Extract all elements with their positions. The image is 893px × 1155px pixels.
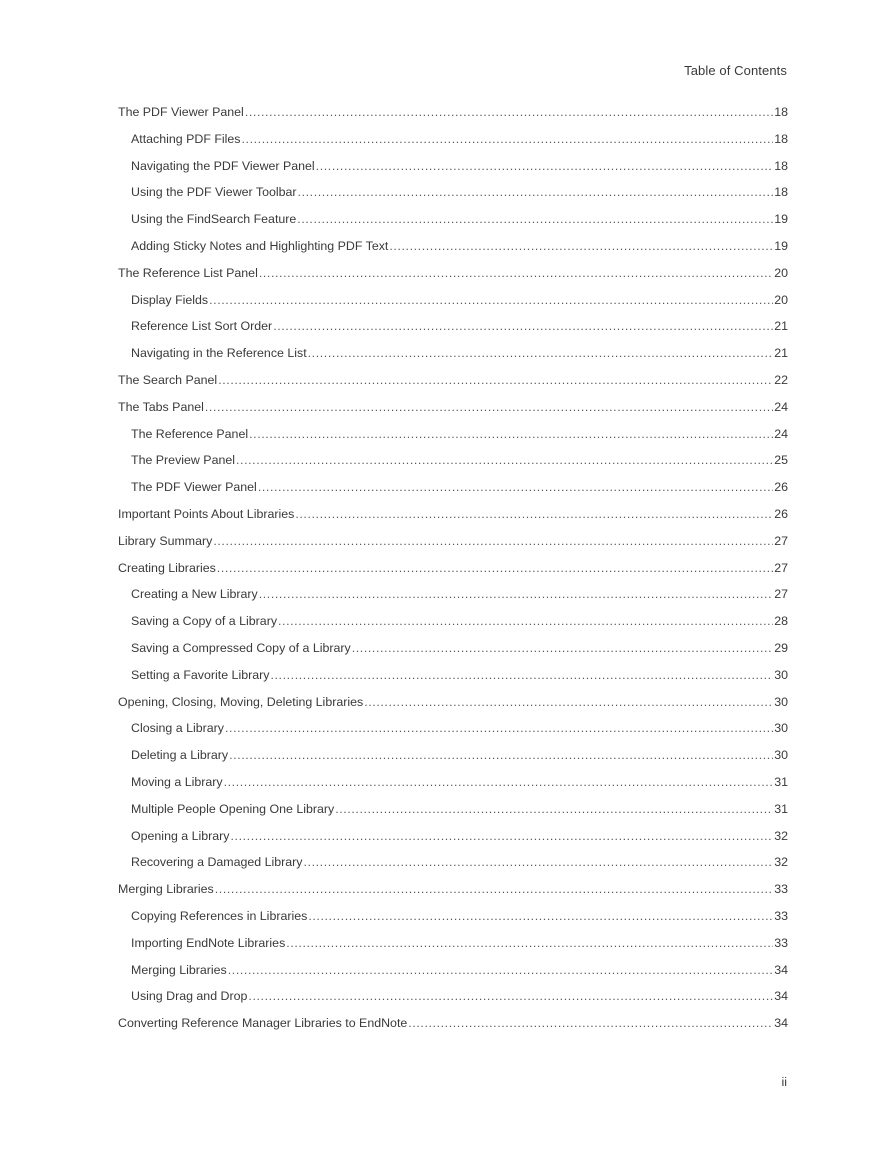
toc-entry-page: 33 [774, 935, 788, 950]
toc-entry-title: Recovering a Damaged Library [131, 855, 303, 870]
toc-entry-page: 34 [774, 962, 788, 977]
toc-dot-leader [236, 447, 773, 474]
toc-dot-leader [298, 179, 774, 206]
toc-entry[interactable] [118, 983, 788, 1010]
toc-entry[interactable] [118, 715, 788, 742]
toc-dot-leader [205, 394, 773, 421]
toc-entry[interactable] [118, 796, 788, 823]
toc-entry-title: Reference List Sort Order [131, 319, 273, 334]
toc-dot-leader [218, 367, 773, 394]
toc-entry-page: 31 [774, 774, 788, 789]
toc-dot-leader [249, 421, 773, 448]
toc-entry[interactable] [118, 528, 788, 555]
toc-entry-title: The Reference Panel [131, 426, 249, 441]
toc-entry-title: The Preview Panel [131, 453, 235, 468]
toc-entry-title: Navigating the PDF Viewer Panel [131, 158, 315, 173]
toc-dot-leader [228, 957, 773, 984]
toc-entry[interactable] [118, 742, 788, 769]
toc-dot-leader [258, 474, 773, 501]
toc-entry[interactable] [118, 313, 788, 340]
toc-dot-leader [295, 501, 773, 528]
toc-entry[interactable] [118, 179, 788, 206]
toc-entry-page: 21 [774, 346, 788, 361]
toc-entry-title: Importing EndNote Libraries [131, 935, 286, 950]
toc-entry-title: Creating Libraries [118, 560, 216, 575]
toc-entry-title: Copying References in Libraries [131, 908, 308, 923]
toc-dot-leader [213, 528, 773, 555]
toc-dot-leader [225, 715, 773, 742]
toc-dot-leader [248, 983, 773, 1010]
toc-entry[interactable] [118, 233, 788, 260]
toc-entry-page: 27 [774, 587, 788, 602]
toc-dot-leader [364, 689, 773, 716]
toc-dot-leader [229, 742, 773, 769]
toc-entry-title: Deleting a Library [131, 748, 229, 763]
toc-entry-title: The Reference List Panel [118, 265, 258, 280]
toc-entry[interactable] [118, 1010, 788, 1037]
toc-entry[interactable] [118, 340, 788, 367]
toc-entry-page: 34 [774, 989, 788, 1004]
toc-entry-page: 31 [774, 801, 788, 816]
table-of-contents [118, 99, 788, 1037]
toc-dot-leader [352, 635, 774, 662]
toc-entry[interactable] [118, 849, 788, 876]
toc-entry-page: 18 [774, 158, 788, 173]
toc-entry-title: Opening a Library [131, 828, 230, 843]
toc-entry[interactable] [118, 447, 788, 474]
toc-entry-page: 18 [774, 131, 788, 146]
toc-entry-title: Merging Libraries [131, 962, 227, 977]
toc-entry[interactable] [118, 689, 788, 716]
toc-entry-title: Important Points About Libraries [118, 506, 295, 521]
toc-entry-title: Navigating in the Reference List [131, 346, 307, 361]
toc-entry-page: 24 [774, 399, 788, 414]
toc-entry[interactable] [118, 635, 788, 662]
toc-entry[interactable] [118, 876, 788, 903]
toc-entry-title: Adding Sticky Notes and Highlighting PDF Text [131, 238, 389, 253]
toc-entry-title: Setting a Favorite Library [131, 667, 270, 682]
toc-entry-title: The Tabs Panel [118, 399, 204, 414]
toc-entry-page: 20 [774, 292, 788, 307]
toc-entry[interactable] [118, 367, 788, 394]
toc-entry-title: Library Summary [118, 533, 213, 548]
page-number: ii [781, 1075, 787, 1089]
toc-dot-leader [259, 581, 773, 608]
toc-entry-title: Using the PDF Viewer Toolbar [131, 185, 297, 200]
toc-entry-page: 26 [774, 506, 788, 521]
toc-entry-page: 22 [774, 372, 788, 387]
toc-dot-leader [259, 260, 773, 287]
toc-entry[interactable] [118, 474, 788, 501]
toc-dot-leader [308, 340, 774, 367]
toc-entry[interactable] [118, 421, 788, 448]
toc-entry-page: 29 [774, 640, 788, 655]
toc-entry-page: 30 [774, 748, 788, 763]
toc-entry-page: 28 [774, 614, 788, 629]
toc-entry-page: 24 [774, 426, 788, 441]
toc-entry-title: Saving a Copy of a Library [131, 614, 278, 629]
toc-entry[interactable] [118, 126, 788, 153]
toc-entry-page: 33 [774, 882, 788, 897]
toc-dot-leader [231, 823, 774, 850]
toc-entry-title: Converting Reference Manager Libraries to EndNote [118, 1016, 408, 1031]
toc-entry-title: Using Drag and Drop [131, 989, 248, 1004]
toc-dot-leader [278, 608, 773, 635]
toc-entry[interactable] [118, 823, 788, 850]
toc-entry-page: 30 [774, 667, 788, 682]
toc-dot-leader [273, 313, 773, 340]
toc-entry-title: The PDF Viewer Panel [118, 105, 244, 119]
toc-dot-leader [245, 99, 773, 126]
toc-dot-leader [389, 233, 773, 260]
toc-entry-title: Using the FindSearch Feature [131, 212, 297, 227]
toc-entry[interactable] [118, 287, 788, 314]
toc-dot-leader [297, 206, 773, 233]
toc-entry-page: 27 [774, 533, 788, 548]
toc-entry-page: 19 [774, 212, 788, 227]
page-header-title: Table of Contents [684, 63, 787, 78]
toc-entry[interactable] [118, 581, 788, 608]
toc-entry[interactable] [118, 555, 788, 582]
toc-entry-title: Attaching PDF Files [131, 131, 241, 146]
toc-entry[interactable] [118, 903, 788, 930]
toc-entry[interactable] [118, 930, 788, 957]
toc-entry[interactable] [118, 260, 788, 287]
toc-entry[interactable] [118, 206, 788, 233]
toc-entry-page: 32 [774, 855, 788, 870]
toc-entry-page: 19 [774, 238, 788, 253]
toc-entry-page: 32 [774, 828, 788, 843]
toc-entry[interactable] [118, 394, 788, 421]
toc-entry[interactable] [118, 662, 788, 689]
toc-entry-page: 33 [774, 908, 788, 923]
toc-dot-leader [217, 555, 773, 582]
toc-dot-leader [242, 126, 774, 153]
toc-dot-leader [316, 153, 774, 180]
toc-dot-leader [209, 287, 773, 314]
toc-entry-page: 34 [774, 1016, 788, 1031]
toc-entry-title: Moving a Library [131, 774, 223, 789]
toc-entry-page: 20 [774, 265, 788, 280]
toc-entry[interactable] [118, 501, 788, 528]
toc-entry-title: Merging Libraries [118, 882, 214, 897]
toc-entry-title: Multiple People Opening One Library [131, 801, 335, 816]
toc-entry-title: Display Fields [131, 292, 209, 307]
toc-entry-page: 30 [774, 694, 788, 709]
toc-dot-leader [335, 796, 773, 823]
toc-entry-page: 21 [774, 319, 788, 334]
toc-dot-leader [408, 1010, 773, 1037]
toc-entry-title: Creating a New Library [131, 587, 258, 602]
toc-entry-title: Closing a Library [131, 721, 224, 736]
toc-entry-title: The PDF Viewer Panel [131, 480, 257, 495]
toc-entry-page: 18 [774, 185, 788, 200]
toc-entry-page: 25 [774, 453, 788, 468]
toc-entry-title: Opening, Closing, Moving, Deleting Libraries [118, 694, 364, 709]
toc-entry-title: The Search Panel [118, 372, 218, 387]
toc-dot-leader [270, 662, 773, 689]
toc-dot-leader [215, 876, 773, 903]
toc-entry[interactable] [118, 769, 788, 796]
toc-entry-page: 27 [774, 560, 788, 575]
toc-entry-title: Saving a Compressed Copy of a Library [131, 640, 351, 655]
toc-dot-leader [308, 903, 773, 930]
toc-entry[interactable] [118, 99, 788, 126]
toc-entry-page: 26 [774, 480, 788, 495]
toc-dot-leader [224, 769, 774, 796]
toc-entry[interactable] [118, 608, 788, 635]
toc-entry[interactable] [118, 153, 788, 180]
toc-entry-page: 30 [774, 721, 788, 736]
toc-dot-leader [286, 930, 773, 957]
toc-entry-page: 18 [774, 105, 788, 119]
toc-dot-leader [304, 849, 774, 876]
toc-entry[interactable] [118, 957, 788, 984]
